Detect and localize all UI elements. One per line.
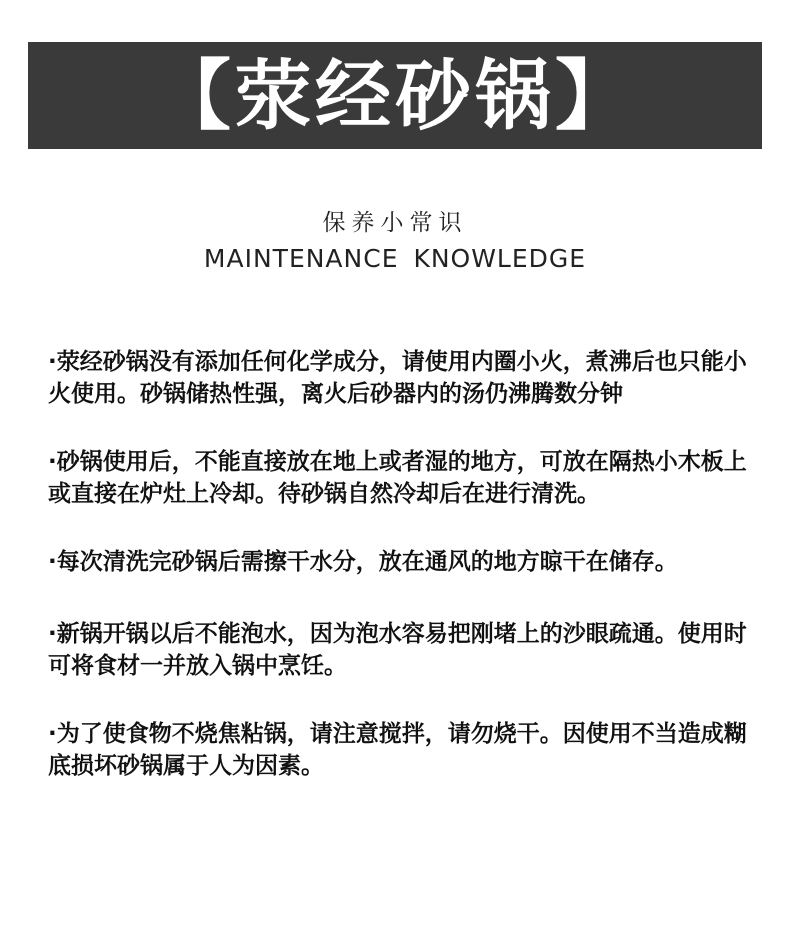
- tip-item: ·为了使食物不烧焦粘锅，请注意搅拌，请勿烧干。因使用不当造成糊底损坏砂锅属于人为因素。: [48, 721, 747, 779]
- maintenance-tips: [48, 346, 758, 818]
- tip-item: ·砂锅使用后，不能直接放在地上或者湿的地方，可放在隔热小木板上或直接在炉灶上冷却。待砂锅自然冷却后在进行清洗。: [48, 449, 747, 507]
- tip-item: ·荥经砂锅没有添加任何化学成分，请使用内圈小火，煮沸后也只能小火使用。砂锅储热性强，离火后砂器内的汤仍沸腾数分钟: [48, 349, 747, 407]
- title-banner: [28, 42, 762, 149]
- tip-item: ·新锅开锅以后不能泡水，因为泡水容易把刚堵上的沙眼疏通。使用时可将食材一并放入锅中烹饪。: [48, 621, 747, 679]
- subtitle-english: MAINTENANCE KNOWLEDGE: [203, 244, 587, 273]
- banner-title: 【荥经砂锅】: [155, 50, 635, 140]
- tip-item: ·每次清洗完砂锅后需擦干水分，放在通风的地方晾干在储存。: [48, 549, 678, 575]
- subtitle-chinese: 保养小常识: [322, 210, 468, 236]
